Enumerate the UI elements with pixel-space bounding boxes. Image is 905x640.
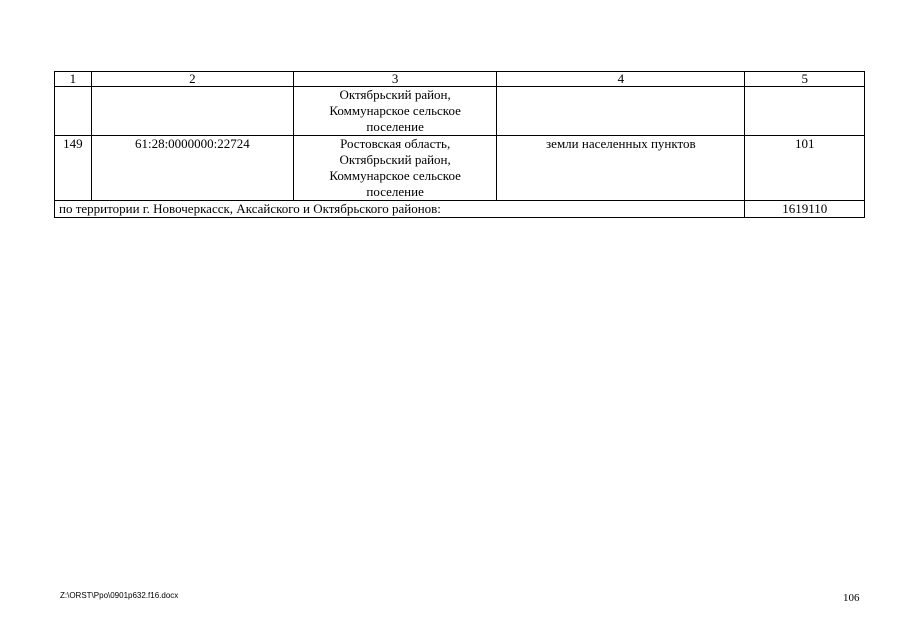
table-total-row <box>55 201 865 218</box>
header-cell-1: 1 <box>55 72 92 87</box>
header-cell-2: 2 <box>91 72 293 87</box>
land-plots-table <box>54 71 865 218</box>
cell-cadastral <box>91 87 293 136</box>
address-line: поселение <box>366 184 424 199</box>
cell-category: земли населенных пунктов <box>497 136 745 201</box>
header-cell-3: 3 <box>294 72 497 87</box>
table-row <box>55 136 865 201</box>
address-line: Коммунарское сельское <box>329 168 461 183</box>
address-line: поселение <box>366 119 424 134</box>
cell-category <box>497 87 745 136</box>
address-line: Ростовская область, <box>340 136 451 151</box>
total-value: 1619110 <box>745 201 865 218</box>
header-cell-5: 5 <box>745 72 865 87</box>
cell-address <box>294 87 497 136</box>
cell-area: 101 <box>745 136 865 201</box>
cell-number: 149 <box>55 136 92 201</box>
address-line: Октябрьский район, <box>339 152 451 167</box>
header-cell-4: 4 <box>497 72 745 87</box>
table-header-row <box>55 72 865 87</box>
table-row <box>55 87 865 136</box>
cell-cadastral: 61:28:0000000:22724 <box>91 136 293 201</box>
address-line: Октябрьский район, <box>339 87 451 102</box>
cell-area <box>745 87 865 136</box>
total-label: по территории г. Новочеркасск, Аксайского и Октябрьского районов: <box>55 201 745 218</box>
footer-file-path: Z:\ORST\Ppo\0901p632.f16.docx <box>60 591 179 600</box>
cell-address <box>294 136 497 201</box>
address-line: Коммунарское сельское <box>329 103 461 118</box>
page-number: 106 <box>843 592 860 604</box>
cell-number <box>55 87 92 136</box>
